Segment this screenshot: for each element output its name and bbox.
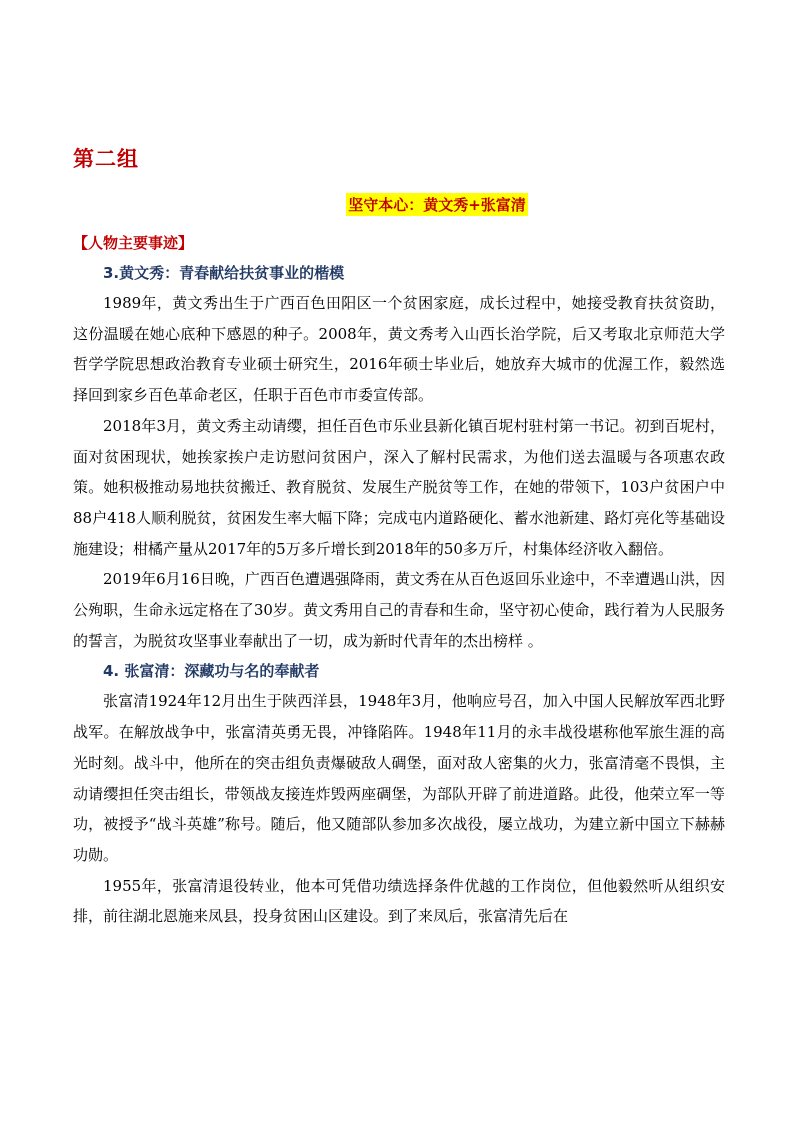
paragraph: 2019年6月16日晚，广西百色遭遇强降雨，黄文秀在从百色返回乐业途中，不幸遭遇山洪，因公殉职，生命永远定格在了30岁。黄文秀用自己的青春和生命，坚守初心使命，践行着为人民服务的誓言，为脱贫攻坚事业奉献出了一切，成为新时代青年的杰出榜样 。	[73, 570, 725, 650]
paragraph: 1955年，张富清退役转业，他本可凭借功绩选择条件优越的工作岗位，但他毅然听从组织安排，前往湖北恩施来凤县，投身贫困山区建设。到了来凤后，张富清先后在	[73, 876, 725, 926]
paragraph: 张富清1924年12月出生于陕西洋县，1948年3月，他响应号召，加入中国人民解放军西北野战军。在解放战争中，张富清英勇无畏，冲锋陷阵。1948年11月的永丰战役堪称他军旅生涯的高光时刻。战斗中，他所在的突击组负责爆破敌人碉堡，面对敌人密集的火力，张富清毫不畏惧，主动请缨担任突击组长，带领战友接连炸毁两座碉堡，为部队开辟了前进道路。此役，他荣立军一等功，被授予“战斗英雄”称号。随后，他又随部队参加多次战役，屡立战功，为建立新中国立下赫赫功勋。	[73, 692, 725, 864]
section-heading-zhang: 4. 张富清：深藏功与名的奉献者	[103, 662, 320, 681]
section-label: 【人物主要事迹】	[73, 234, 194, 252]
paragraph: 2018年3月，黄文秀主动请缨，担任百色市乐业县新化镇百坭村驻村第一书记。初到百坭村，面对贫困现状，她挨家挨户走访慰问贫困户，深入了解村民需求，为他们送去温暖与各项惠农政策。她积极推动易地扶贫搬迁、教育脱贫、发展生产脱贫等工作，在她的带领下，103户贫困户中88户418人顺利脱贫，贫困发生率大幅下降；完成屯内道路硬化、蓄水池新建、路灯亮化等基础设施建设；柑橘产量从2017年的5万多斤增长到2018年的50多万斤，村集体经济收入翻倍。	[73, 416, 725, 558]
subtitle-row	[0, 193, 794, 216]
paragraph: 1989年，黄文秀出生于广西百色田阳区一个贫困家庭，成长过程中，她接受教育扶贫资助，这份温暖在她心底种下感恩的种子。2008年，黄文秀考入山西长治学院，后又考取北京师范大学哲学学院思想政治教育专业硕士研究生，2016年硕士毕业后，她放弃大城市的优渥工作，毅然选择回到家乡百色革命老区，任职于百色市市委宣传部。	[73, 294, 725, 405]
highlighted-subtitle: 坚守本心：黄文秀+张富清	[346, 193, 528, 216]
group-title: 第二组	[73, 147, 139, 171]
section-heading-huang: 3.黄文秀：青春献给扶贫事业的楷模	[103, 264, 345, 282]
document-body	[73, 258, 725, 932]
